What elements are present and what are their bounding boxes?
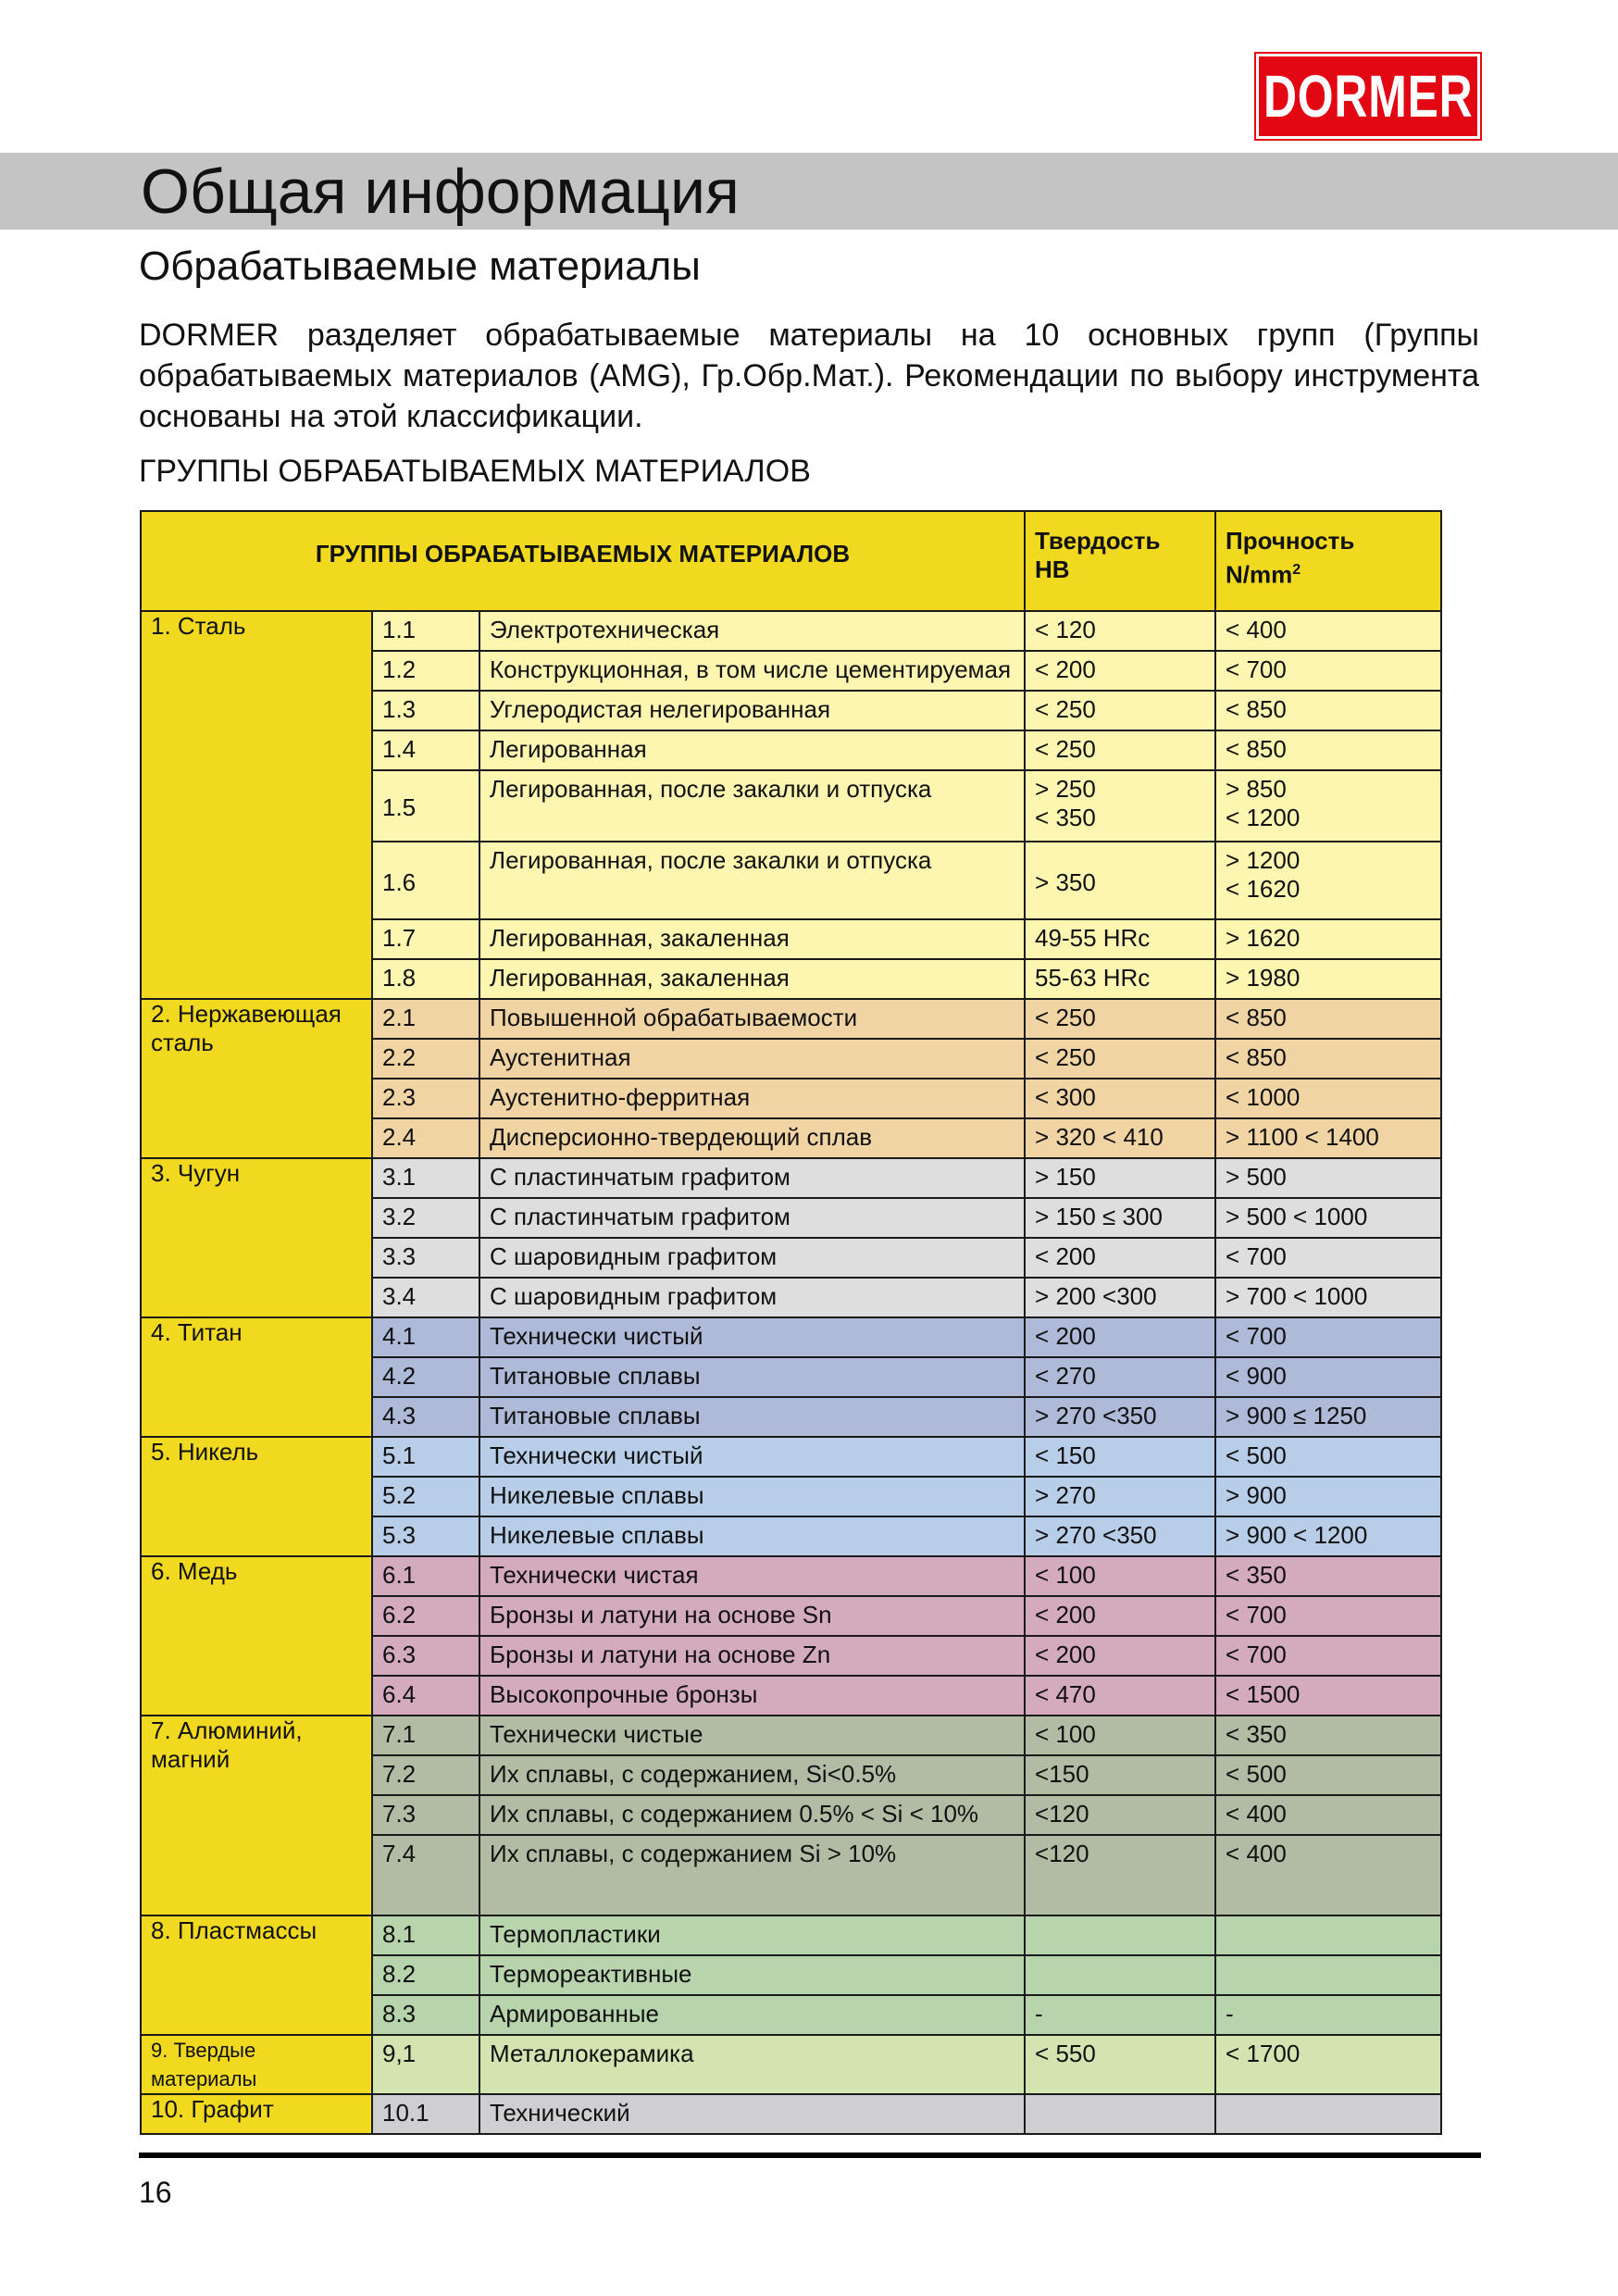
cell-hb: < 250 bbox=[1025, 1039, 1215, 1079]
cell-code: 4.1 bbox=[372, 1317, 479, 1357]
cell-code: 1.4 bbox=[372, 730, 479, 770]
cell-hb: < 270 bbox=[1025, 1357, 1215, 1397]
cell-rm: > 850 < 1200 bbox=[1215, 770, 1441, 842]
cell-rm: < 700 bbox=[1215, 1238, 1441, 1278]
cell-desc: С пластинчатым графитом bbox=[479, 1158, 1025, 1198]
cell-hb: < 250 bbox=[1025, 999, 1215, 1039]
cell-rm: - bbox=[1215, 1995, 1441, 2035]
cell-rm: < 1500 bbox=[1215, 1676, 1441, 1716]
cell-desc: Легированная, закаленная bbox=[479, 919, 1025, 959]
group-name: 6. Медь bbox=[141, 1556, 372, 1716]
cell-desc: Технически чистая bbox=[479, 1556, 1025, 1596]
group-name: 5. Никель bbox=[141, 1437, 372, 1556]
table-heading: ГРУППЫ ОБРАБАТЫВАЕМЫХ МАТЕРИАЛОВ bbox=[139, 454, 811, 489]
cell-desc: Аустенитно-ферритная bbox=[479, 1079, 1025, 1118]
cell-rm: < 400 bbox=[1215, 1835, 1441, 1915]
footer-rule bbox=[139, 2152, 1481, 2158]
cell-code: 4.3 bbox=[372, 1397, 479, 1437]
group-name: 4. Титан bbox=[141, 1317, 372, 1437]
cell-rm: < 700 bbox=[1215, 651, 1441, 691]
cell-hb: < 250 bbox=[1025, 691, 1215, 730]
cell-rm: < 850 bbox=[1215, 691, 1441, 730]
cell-code: 8.3 bbox=[372, 1995, 479, 2035]
page-title: Общая информация bbox=[141, 156, 740, 227]
cell-code: 5.2 bbox=[372, 1477, 479, 1516]
cell-desc: Их сплавы, с содержанием, Si<0.5% bbox=[479, 1755, 1025, 1795]
cell-hb: < 250 bbox=[1025, 730, 1215, 770]
group-name: 10. Графит bbox=[141, 2094, 372, 2134]
cell-rm: < 700 bbox=[1215, 1596, 1441, 1636]
cell-hb: > 270 bbox=[1025, 1477, 1215, 1516]
section-title: Обрабатываемые материалы bbox=[139, 243, 701, 289]
cell-rm: < 700 bbox=[1215, 1636, 1441, 1676]
cell-hb: <150 bbox=[1025, 1755, 1215, 1795]
table-header-row bbox=[141, 511, 1441, 611]
cell-code: 3.2 bbox=[372, 1198, 479, 1238]
cell-rm: < 900 bbox=[1215, 1357, 1441, 1397]
cell-code: 2.2 bbox=[372, 1039, 479, 1079]
group-name: 9. Твердые материалы bbox=[141, 2035, 372, 2094]
table-row bbox=[141, 1158, 1441, 1198]
cell-code: 7.2 bbox=[372, 1755, 479, 1795]
cell-desc: Титановые сплавы bbox=[479, 1357, 1025, 1397]
cell-code: 1.7 bbox=[372, 919, 479, 959]
cell-desc: Никелевые сплавы bbox=[479, 1477, 1025, 1516]
cell-hb: < 200 bbox=[1025, 1238, 1215, 1278]
table-row bbox=[141, 1915, 1441, 1955]
cell-rm bbox=[1215, 1915, 1441, 1955]
group-name: 1. Сталь bbox=[141, 611, 372, 999]
cell-desc: Углеродистая нелегированная bbox=[479, 691, 1025, 730]
cell-rm: > 1200 < 1620 bbox=[1215, 842, 1441, 919]
cell-code: 3.3 bbox=[372, 1238, 479, 1278]
cell-hb: 49-55 HRc bbox=[1025, 919, 1215, 959]
cell-hb: > 270 <350 bbox=[1025, 1397, 1215, 1437]
cell-rm: > 900 ≤ 1250 bbox=[1215, 1397, 1441, 1437]
cell-hb: < 200 bbox=[1025, 1596, 1215, 1636]
cell-hb bbox=[1025, 2094, 1215, 2134]
cell-rm: < 1000 bbox=[1215, 1079, 1441, 1118]
group-name: 2. Нержавеющая сталь bbox=[141, 999, 372, 1158]
cell-code: 2.3 bbox=[372, 1079, 479, 1118]
cell-rm: > 900 < 1200 bbox=[1215, 1516, 1441, 1556]
cell-rm: > 1620 bbox=[1215, 919, 1441, 959]
cell-rm bbox=[1215, 2094, 1441, 2134]
cell-desc: С шаровидным графитом bbox=[479, 1278, 1025, 1317]
cell-hb: > 250 < 350 bbox=[1025, 770, 1215, 842]
cell-rm bbox=[1215, 1955, 1441, 1995]
cell-hb: < 200 bbox=[1025, 1636, 1215, 1676]
cell-rm: > 500 < 1000 bbox=[1215, 1198, 1441, 1238]
cell-code: 7.3 bbox=[372, 1795, 479, 1835]
cell-code: 10.1 bbox=[372, 2094, 479, 2134]
header-strength-sup: 2 bbox=[1292, 562, 1301, 578]
cell-code: 1.5 bbox=[372, 770, 479, 842]
cell-code: 8.2 bbox=[372, 1955, 479, 1995]
table-row bbox=[141, 999, 1441, 1039]
page-number: 16 bbox=[139, 2176, 172, 2209]
cell-desc: Дисперсионно-твердеющий сплав bbox=[479, 1118, 1025, 1158]
cell-hb: > 200 <300 bbox=[1025, 1278, 1215, 1317]
cell-code: 7.4 bbox=[372, 1835, 479, 1915]
cell-hb bbox=[1025, 1915, 1215, 1955]
cell-rm: > 1980 bbox=[1215, 959, 1441, 999]
logo-text: DORMER bbox=[1263, 63, 1474, 130]
table-row bbox=[141, 611, 1441, 651]
group-name: 8. Пластмассы bbox=[141, 1915, 372, 2035]
cell-desc: Конструкционная, в том числе цементируемая bbox=[479, 651, 1025, 691]
cell-desc: С шаровидным графитом bbox=[479, 1238, 1025, 1278]
cell-desc: Армированные bbox=[479, 1995, 1025, 2035]
cell-hb: > 150 ≤ 300 bbox=[1025, 1198, 1215, 1238]
cell-rm: < 850 bbox=[1215, 1039, 1441, 1079]
cell-hb: <120 bbox=[1025, 1835, 1215, 1915]
dormer-logo bbox=[1256, 54, 1480, 139]
cell-desc: Бронзы и латуни на основе Zn bbox=[479, 1636, 1025, 1676]
cell-rm: < 500 bbox=[1215, 1755, 1441, 1795]
cell-desc: Бронзы и латуни на основе Sn bbox=[479, 1596, 1025, 1636]
table-body bbox=[141, 611, 1441, 2134]
cell-code: 5.3 bbox=[372, 1516, 479, 1556]
cell-desc: С пластинчатым графитом bbox=[479, 1198, 1025, 1238]
cell-hb: > 320 < 410 bbox=[1025, 1118, 1215, 1158]
header-strength-text: Прочность N/mm bbox=[1226, 527, 1355, 589]
cell-code: 5.1 bbox=[372, 1437, 479, 1477]
cell-desc: Легированная, закаленная bbox=[479, 959, 1025, 999]
cell-desc: Титановые сплавы bbox=[479, 1397, 1025, 1437]
cell-rm: < 350 bbox=[1215, 1716, 1441, 1755]
cell-code: 7.1 bbox=[372, 1716, 479, 1755]
cell-desc: Технический bbox=[479, 2094, 1025, 2134]
header-groups: ГРУППЫ ОБРАБАТЫВАЕМЫХ МАТЕРИАЛОВ bbox=[141, 511, 1025, 611]
cell-hb: < 100 bbox=[1025, 1716, 1215, 1755]
cell-rm: < 400 bbox=[1215, 1795, 1441, 1835]
cell-hb bbox=[1025, 1955, 1215, 1995]
cell-desc: Их сплавы, с содержанием Si > 10% bbox=[479, 1835, 1025, 1915]
cell-hb: < 300 bbox=[1025, 1079, 1215, 1118]
cell-code: 1.8 bbox=[372, 959, 479, 999]
cell-code: 1.1 bbox=[372, 611, 479, 651]
cell-hb: > 270 <350 bbox=[1025, 1516, 1215, 1556]
cell-rm: > 700 < 1000 bbox=[1215, 1278, 1441, 1317]
cell-desc: Их сплавы, с содержанием 0.5% < Si < 10% bbox=[479, 1795, 1025, 1835]
cell-rm: < 350 bbox=[1215, 1556, 1441, 1596]
cell-code: 9,1 bbox=[372, 2035, 479, 2094]
cell-code: 2.1 bbox=[372, 999, 479, 1039]
table-row bbox=[141, 2035, 1441, 2094]
cell-rm: > 1100 < 1400 bbox=[1215, 1118, 1441, 1158]
cell-code: 1.2 bbox=[372, 651, 479, 691]
cell-rm: < 850 bbox=[1215, 730, 1441, 770]
cell-hb: < 470 bbox=[1025, 1676, 1215, 1716]
cell-code: 8.1 bbox=[372, 1915, 479, 1955]
cell-hb: < 550 bbox=[1025, 2035, 1215, 2094]
cell-rm: < 700 bbox=[1215, 1317, 1441, 1357]
cell-desc: Металлокерамика bbox=[479, 2035, 1025, 2094]
cell-hb: <120 bbox=[1025, 1795, 1215, 1835]
cell-hb: - bbox=[1025, 1995, 1215, 2035]
cell-desc: Термореактивные bbox=[479, 1955, 1025, 1995]
material-groups-table bbox=[140, 510, 1442, 2135]
header-hardness: Твердость HB bbox=[1025, 511, 1215, 611]
cell-code: 6.3 bbox=[372, 1636, 479, 1676]
cell-hb: < 200 bbox=[1025, 651, 1215, 691]
table-row bbox=[141, 2094, 1441, 2134]
cell-hb: 55-63 HRc bbox=[1025, 959, 1215, 999]
cell-code: 6.2 bbox=[372, 1596, 479, 1636]
cell-code: 4.2 bbox=[372, 1357, 479, 1397]
cell-hb: < 100 bbox=[1025, 1556, 1215, 1596]
cell-hb: < 120 bbox=[1025, 611, 1215, 651]
header-strength bbox=[1215, 511, 1441, 611]
cell-desc: Никелевые сплавы bbox=[479, 1516, 1025, 1556]
cell-hb: < 150 bbox=[1025, 1437, 1215, 1477]
cell-code: 6.4 bbox=[372, 1676, 479, 1716]
cell-desc: Легированная, после закалки и отпуска bbox=[479, 842, 1025, 919]
cell-hb: < 200 bbox=[1025, 1317, 1215, 1357]
group-name: 3. Чугун bbox=[141, 1158, 372, 1317]
cell-rm: < 850 bbox=[1215, 999, 1441, 1039]
cell-desc: Электротехническая bbox=[479, 611, 1025, 651]
cell-code: 3.4 bbox=[372, 1278, 479, 1317]
cell-code: 3.1 bbox=[372, 1158, 479, 1198]
cell-desc: Технически чистый bbox=[479, 1317, 1025, 1357]
table-row bbox=[141, 1716, 1441, 1755]
cell-hb: > 350 bbox=[1025, 842, 1215, 919]
cell-rm: > 900 bbox=[1215, 1477, 1441, 1516]
cell-rm: < 500 bbox=[1215, 1437, 1441, 1477]
cell-hb: > 150 bbox=[1025, 1158, 1215, 1198]
cell-desc: Повышенной обрабатываемости bbox=[479, 999, 1025, 1039]
cell-rm: < 1700 bbox=[1215, 2035, 1441, 2094]
table-row bbox=[141, 1556, 1441, 1596]
cell-desc: Аустенитная bbox=[479, 1039, 1025, 1079]
cell-code: 1.6 bbox=[372, 842, 479, 919]
table-row bbox=[141, 1437, 1441, 1477]
cell-desc: Технически чистый bbox=[479, 1437, 1025, 1477]
cell-desc: Легированная, после закалки и отпуска bbox=[479, 770, 1025, 842]
cell-code: 2.4 bbox=[372, 1118, 479, 1158]
cell-desc: Технически чистые bbox=[479, 1716, 1025, 1755]
cell-rm: > 500 bbox=[1215, 1158, 1441, 1198]
cell-desc: Высокопрочные бронзы bbox=[479, 1676, 1025, 1716]
cell-desc: Легированная bbox=[479, 730, 1025, 770]
intro-paragraph: DORMER разделяет обрабатываемые материалы на 10 основных групп (Группы обрабатываемых материалов (AMG), Гр.Обр.Мат.). Рекомендации по выбору инструмента основаны на этой классификации. bbox=[139, 318, 1479, 434]
group-name: 7. Алюминий, магний bbox=[141, 1716, 372, 1915]
cell-code: 1.3 bbox=[372, 691, 479, 730]
cell-code: 6.1 bbox=[372, 1556, 479, 1596]
table-row bbox=[141, 1317, 1441, 1357]
cell-desc: Термопластики bbox=[479, 1915, 1025, 1955]
cell-rm: < 400 bbox=[1215, 611, 1441, 651]
